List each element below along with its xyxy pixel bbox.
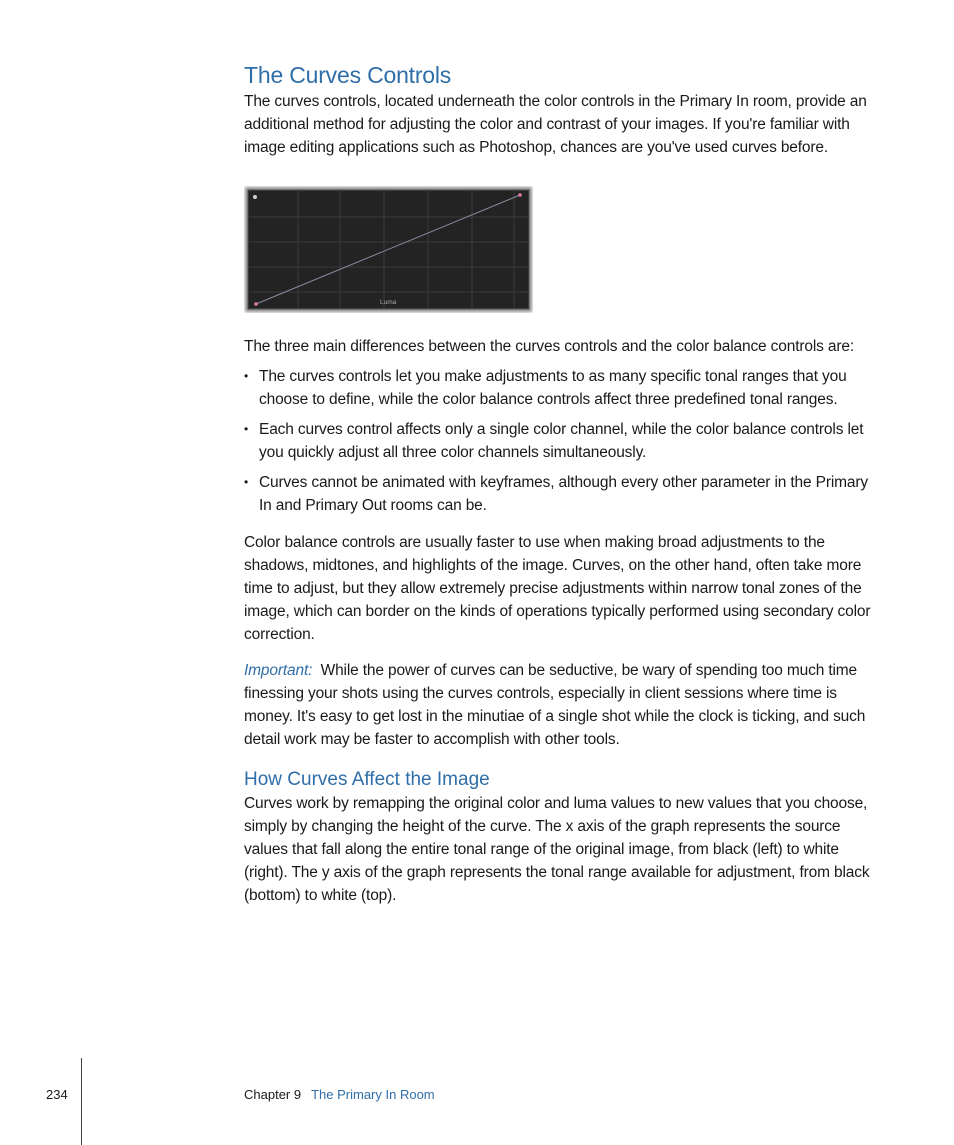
list-item <box>244 418 884 464</box>
balance-paragraph: Color balance controls are usually faster to use when making broad adjustments to the shadows, midtones, and highlights of the image. Curves, on the other hand, often take more time to adjust, but they allow extremely precise adjustments within narrow tonal zones of the image, which can border on the kinds of operations typically performed using secondary color correction. <box>244 534 871 643</box>
curves-graph <box>244 186 533 313</box>
bullet-icon: • <box>244 475 249 489</box>
curve-black-point[interactable] <box>254 302 258 306</box>
chapter-title: The Primary In Room <box>311 1087 435 1102</box>
differences-list <box>244 365 884 517</box>
curves-control-figure <box>244 186 533 313</box>
graph-corner-marker <box>253 195 257 199</box>
footer-divider <box>81 1058 82 1145</box>
list-item-text: Each curves control affects only a single color channel, while the color balance controls let you quickly adjust all three color channels simultaneously. <box>259 421 864 461</box>
page-number: 234 <box>46 1087 68 1102</box>
list-item <box>244 365 884 411</box>
important-note <box>244 659 884 751</box>
important-text: While the power of curves can be seductive, be wary of spending too much time finessing your shots using the curves controls, especially in client sessions where time is money. It's easy to get lost in the minutiae of a single shot while the clock is ticking, and such detail work may be faster to accomplish with other tools. <box>244 662 866 748</box>
list-item-text: Curves cannot be animated with keyframes, although every other parameter in the Primary In and Primary Out rooms can be. <box>259 474 868 514</box>
subsection-title: How Curves Affect the Image <box>244 769 490 790</box>
differences-lead: The three main differences between the curves controls and the color balance controls are: <box>244 338 855 355</box>
page-content <box>244 60 884 907</box>
list-item <box>244 471 884 517</box>
footer-chapter <box>244 1087 435 1102</box>
subsection-paragraph: Curves work by remapping the original color and luma values to new values that you choose, simply by changing the height of the curve. The x axis of the graph represents the source values that fall along the entire tonal range of the original image, from black (left) to white (right). The y axis of the graph represents the tonal range available for adjustment, from black (bottom) to white (top). <box>244 795 870 904</box>
chapter-label: Chapter 9 <box>244 1087 302 1102</box>
curve-white-point[interactable] <box>518 193 522 197</box>
channel-label: Luma <box>380 299 397 306</box>
section-title: The Curves Controls <box>244 62 452 88</box>
bullet-icon: • <box>244 422 249 436</box>
important-label: Important: <box>244 662 313 679</box>
list-item-text: The curves controls let you make adjustments to as many specific tonal ranges that you choose to define, while the color balance controls affect three predefined tonal ranges. <box>259 368 847 408</box>
subsection <box>244 767 884 907</box>
bullet-icon: • <box>244 369 249 383</box>
intro-paragraph: The curves controls, located underneath the color controls in the Primary In room, provide an additional method for adjusting the color and contrast of your images. If you're familiar with image editing applications such as Photoshop, chances are you've used curves before. <box>244 93 867 156</box>
